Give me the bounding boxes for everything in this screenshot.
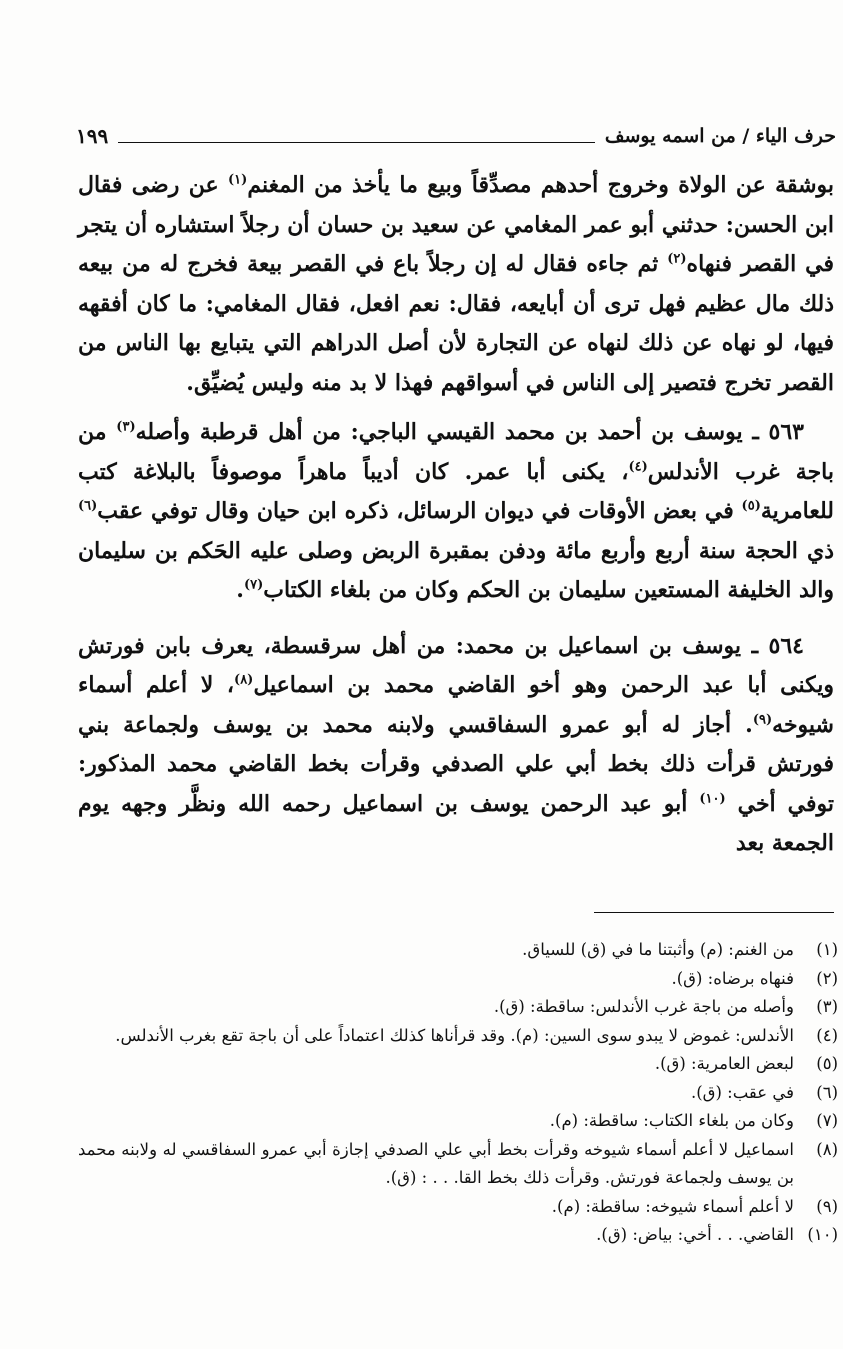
footnote-item — [78, 1022, 838, 1051]
footnote-item — [78, 1136, 838, 1193]
footnote-text: اسماعيل لا أعلم أسماء شيوخه وقرأت بخط أبي علي الصدفي إجازة أبي عمرو السفاقسي له ولابنه محمد بن يوسف ولجماعة فورتش. وقرأت ذلك بخط القا. . . : (ق). — [78, 1139, 794, 1187]
footnote-item — [78, 993, 838, 1022]
header-rule — [118, 142, 595, 143]
running-title: حرف الياء / من اسمه يوسف — [604, 125, 836, 147]
footnote-number: (٢) — [816, 968, 838, 988]
footnote-item — [78, 1107, 838, 1136]
footnote-text: وكان من بلغاء الكتاب: ساقطة: (م). — [549, 1111, 794, 1130]
text-run: . — [236, 577, 244, 603]
footnote-number: (٤) — [816, 1025, 838, 1045]
text-run: ٥٦٣ ـ يوسف بن أحمد بن محمد القيسي الباجي: من أهل قرطبة وأصله — [135, 419, 804, 445]
text-run: . أجاز له أبو عمرو السفاقسي ولابنه محمد بن يوسف ولجماعة بني فورتش قرأت ذلك بخط أبي علي الصدفي وقرأت بخط القاضي محمد المذكور: توفي أخي — [78, 711, 834, 817]
text-run: من باجة غرب الأندلس — [78, 419, 834, 485]
entry-563 — [78, 413, 834, 611]
footnote-ref: (٢) — [667, 251, 687, 267]
footnote-number: (٣) — [816, 997, 838, 1016]
footnote-item — [78, 1079, 838, 1108]
text-run: عن رضى فقال ابن الحسن: حدثني أبو عمر المغامي عن سعيد بن حسان أن رجلاً استشاره أن يتجر في القصر فنهاه — [78, 172, 835, 277]
footnote-ref: (٥) — [741, 498, 761, 514]
footnote-text: القاضي. . . أخي: بياض: (ق). — [596, 1225, 794, 1244]
footnote-ref: (١) — [228, 172, 248, 188]
page-number: ١٩٩ — [76, 124, 109, 148]
footnote-number: (٩) — [816, 1196, 838, 1216]
footnote-item — [78, 1221, 838, 1250]
footnote-ref: (٩) — [752, 712, 773, 728]
footnote-text: الأندلس: غموض لا يبدو سوى السين: (م). وقد قرأناها كذلك اعتماداً على أن باجة تقع بغرب الأندلس. — [115, 1025, 794, 1045]
footnote-text: في عقب: (ق). — [690, 1082, 794, 1102]
footnote-number: (٧) — [816, 1111, 838, 1130]
footnote-item — [78, 1193, 838, 1222]
paragraph-continuation — [78, 166, 834, 403]
text-run: ، يكنى أبا عمر. كان أديباً ماهراً موصوفاً بالبلاغة كتب للعامرية — [78, 458, 834, 524]
footnote-number: (٥) — [816, 1054, 838, 1073]
footnote-text: لا أعلم أسماء شيوخه: ساقطة: (م). — [551, 1196, 794, 1216]
footnote-number: (٦) — [816, 1082, 838, 1102]
footnote-ref: (٤) — [628, 459, 648, 475]
main-text — [78, 166, 834, 864]
footnote-text: فنهاه برضاه: (ق). — [671, 968, 794, 988]
text-run: ثم جاءه فقال له إن رجلاً باع في القصر بيعة فخرج له من بيعه ذلك مال عظيم فهل ترى أن أبايعه، فقال: نعم افعل، فقال المغامي: ما كان أفقهه فيها، لو نهاه عن ذلك لنهاه عن التجارة لأن أصل الدراهم التي يتبايع بها الناس من القصر تخرج فتصير إلى الناس في أسواقهم فهذا لا بد منه وليس يُضيِّق. — [78, 251, 834, 396]
footnote-item — [78, 936, 838, 965]
footnote-number: (١٠) — [807, 1225, 838, 1244]
footnote-ref: (٦) — [78, 498, 98, 514]
text-run: في بعض الأوقات في ديوان الرسائل، ذكره ابن حيان وقال توفي عقب — [97, 498, 742, 524]
entry-564 — [78, 627, 834, 864]
footnote-text: من الغنم: (م) وأثبتنا ما في (ق) للسياق. — [522, 940, 794, 959]
footnote-ref: (٧) — [243, 577, 264, 593]
page-header — [76, 118, 836, 154]
footnotes — [78, 936, 838, 1250]
text-run: ٥٦٤ ـ يوسف بن اسماعيل بن محمد: من أهل سرقسطة، يعرف بابن فورتش ويكنى أبا عبد الرحمن وهو أخو القاضي محمد بن اسماعيل — [78, 632, 834, 698]
footnote-ref: (١٠) — [699, 791, 726, 807]
text-run: ذي الحجة سنة أربع وأربع مائة ودفن بمقبرة الربض وصلى عليه الحَكم بن سليمان والد الخليفة المستعين سليمان بن الحكم وكان من بلغاء الكتاب — [78, 537, 835, 603]
text-run: ، لا أعلم أسماء شيوخه — [78, 672, 834, 738]
footnote-text: لبعض العامرية: (ق). — [654, 1054, 794, 1073]
text-run: بوشقة عن الولاة وخروج أحدهم مصدِّقاً وبيع ما يأخذ من المغنم — [247, 172, 834, 198]
footnote-separator — [594, 912, 834, 913]
text-run: أبو عبد الرحمن يوسف بن اسماعيل رحمه الله ونظَّر وجهه يوم الجمعة بعد — [78, 790, 834, 856]
footnote-item — [78, 965, 838, 994]
footnote-ref: (٣) — [116, 419, 136, 435]
footnote-number: (١) — [816, 940, 838, 959]
footnote-text: وأصله من باجة غرب الأندلس: ساقطة: (ق). — [493, 997, 794, 1016]
footnote-item — [78, 1050, 838, 1079]
footnote-ref: (٨) — [234, 672, 254, 688]
footnote-number: (٨) — [816, 1139, 838, 1159]
